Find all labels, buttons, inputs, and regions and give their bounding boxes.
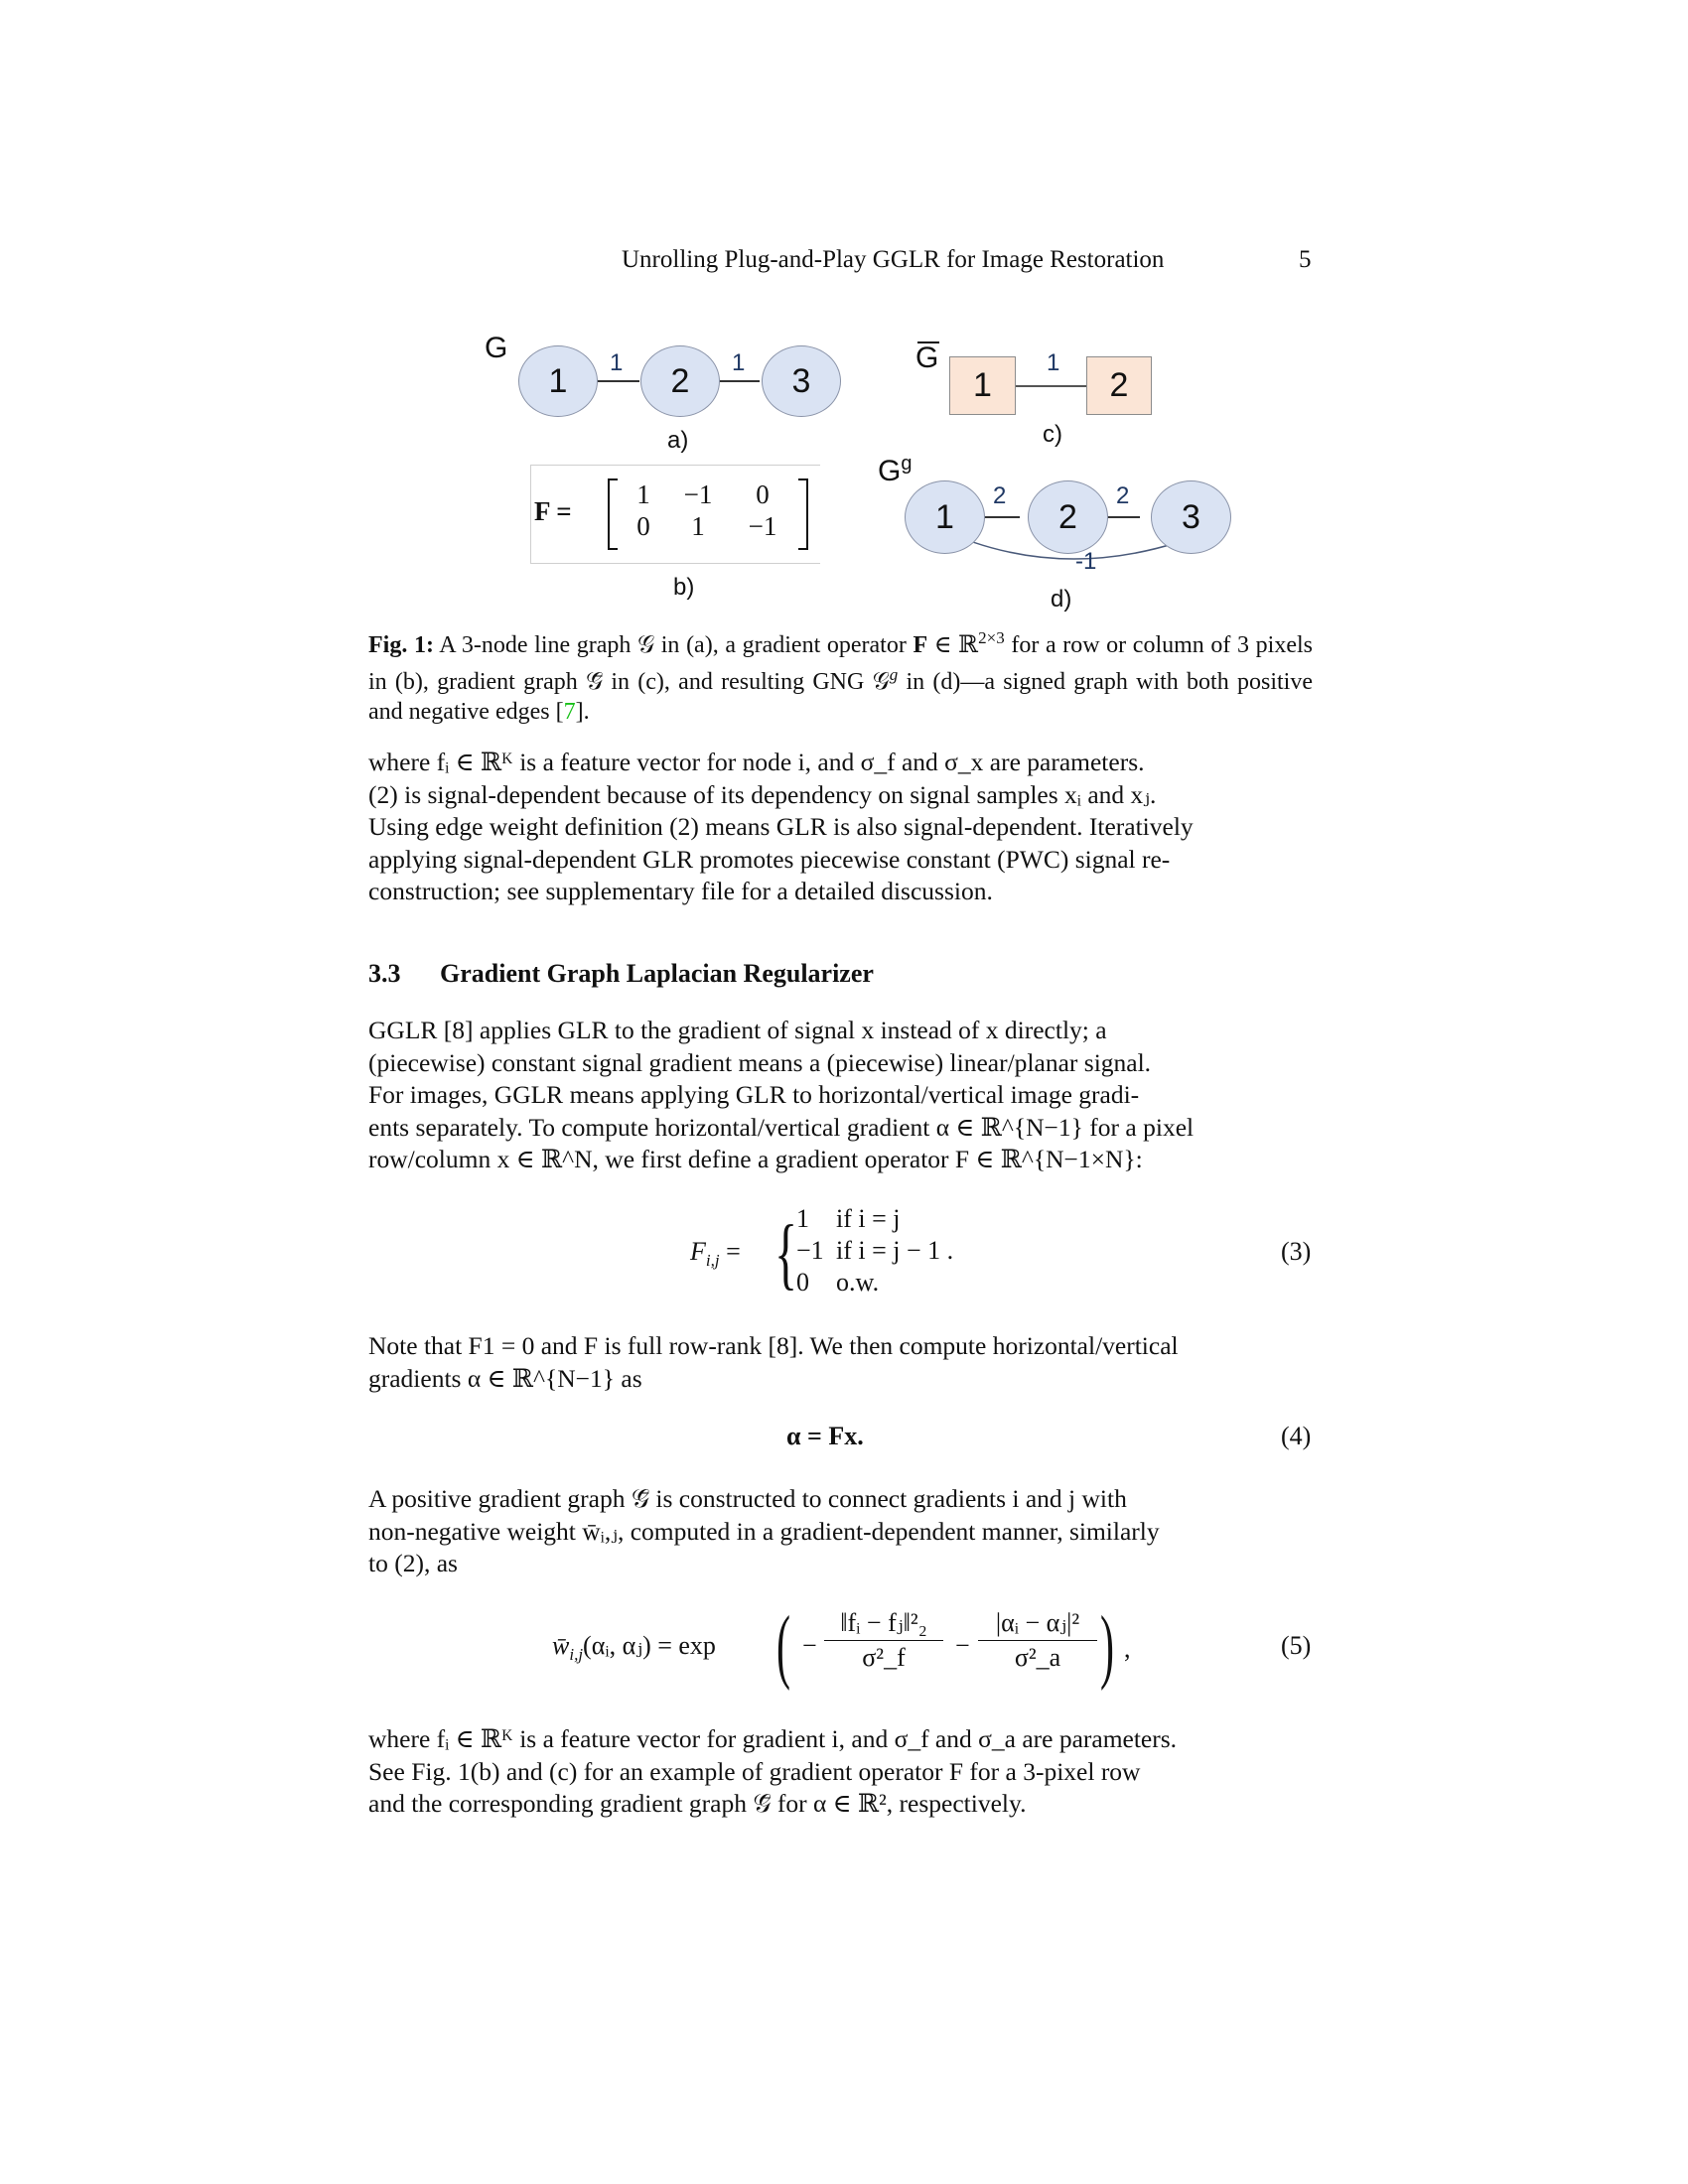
sublabel-c: c) [1043,421,1062,448]
eq4-expr: α = Fx. [786,1422,864,1450]
node-2: 2 [640,345,720,417]
text-line: Note that F1 = 0 and F is full row-rank [8]. We then compute horizontal/vertical [368,1331,1179,1360]
case-cond: if i = j [836,1204,901,1233]
matrix-cell: 0 [636,511,650,541]
matrix-lhs [534,496,572,527]
caption-sup: 2×3 [978,628,1005,647]
edge-weight: 1 [610,349,624,376]
paragraph-5 [368,1723,1313,1821]
eq5-rparen: ) [1100,1599,1114,1692]
eq5-lhs [552,1631,716,1665]
edge-1-2 [593,380,639,382]
node-3: 3 [762,345,841,417]
sublabel-a: a) [667,427,689,454]
text-line: non-negative weight w̄ᵢ,ⱼ, computed in a gradient-dependent manner, similarly [368,1516,1160,1546]
text-line: GGLR [8] applies GLR to the gradient of signal x instead of x directly; a [368,1016,1107,1044]
caption-text: ]. [575,699,590,725]
gradient-node-1: 1 [949,356,1016,415]
eq5-number: (5) [1281,1631,1312,1660]
node-1: 1 [518,345,598,417]
edge-weight: 1 [732,349,746,376]
caption-text: in (d)—a signed graph with both positive and negative edges [ [368,669,1313,725]
paragraph-2 [368,1015,1313,1176]
matrix-cell: 0 [756,479,770,509]
eq5-lparen: ( [776,1599,790,1692]
caption-text: F [913,632,928,658]
running-title: Unrolling Plug-and-Play GGLR for Image Restoration [622,246,1165,273]
edge-2-3 [715,380,760,382]
case-value: −1 [796,1236,824,1265]
edge-1-2 [1015,385,1087,387]
case-cond: o.w. [836,1268,880,1297]
eq4-number: (4) [1281,1422,1312,1450]
node-1: 1 [905,480,985,554]
section-title: Gradient Graph Laplacian Regularizer [440,959,874,988]
case-value: 1 [796,1204,809,1233]
eq5-den2: σ²_a [1014,1643,1061,1672]
figure-caption [368,623,1313,727]
matrix-cell: 1 [636,479,650,509]
eq5-minus: − [802,1631,817,1660]
text-line: where fᵢ ∈ ℝᴷ is a feature vector for gradient i, and σ_f and σ_a are parameters. [368,1724,1178,1753]
text-line: Using edge weight definition (2) means GLR is also signal-dependent. Iteratively [368,812,1194,841]
eq5-lhs-args: (αᵢ, αⱼ) = exp [583,1631,716,1660]
eq5-lhs-var: w̄ [552,1631,570,1660]
matrix-cell: −1 [748,511,777,541]
node-2: 2 [1028,480,1108,554]
text-line: and the corresponding gradient graph 𝒢̄ for α ∈ ℝ², respectively. [368,1789,1027,1818]
text-line: A positive gradient graph 𝒢̄ is constructed to connect gradients i and j with [368,1484,1127,1513]
text-line: to (2), as [368,1549,458,1577]
caption-text: for a row or column of 3 pixels in (b), gradient graph 𝒢̄ in (c), and resulting GNG 𝒢 [368,632,1313,695]
case-cond: if i = j − 1 . [836,1236,954,1265]
text-line: applying signal-dependent GLR promotes piecewise constant (PWC) signal re- [368,844,1171,874]
matrix-lhs-text: F = [534,496,572,526]
caption-sup: g [889,665,899,684]
citation-link[interactable]: 7 [563,699,576,725]
eq3-lhs-var: F [690,1237,706,1266]
eq5-num2: |αᵢ − αⱼ|² [978,1606,1097,1641]
eq3-number: (3) [1281,1237,1312,1266]
section-heading [368,959,874,989]
text-line: See Fig. 1(b) and (c) for an example of gradient operator F for a 3-pixel row [368,1756,1141,1786]
eq5-num1: ‖fᵢ − fⱼ‖²₂ [824,1606,943,1641]
paragraph-3 [368,1330,1313,1395]
node-3: 3 [1151,480,1231,554]
eq3-lhs-sub: i,j [705,1251,720,1271]
edge-weight: 2 [1116,482,1130,509]
eq5-den1: σ²_f [862,1643,906,1672]
edge-weight: 2 [993,482,1007,509]
eq5-frac1 [824,1606,943,1675]
matrix-body [624,478,792,542]
sublabel-d: d) [1051,586,1072,613]
caption-text: ∈ ℝ [927,632,979,658]
eq3-cases [796,1203,953,1298]
eq5-minus: − [955,1631,970,1660]
gg-base: G [878,455,902,487]
matrix-cell: −1 [683,479,713,509]
text-line: For images, GGLR means applying GLR to horizontal/vertical image gradi- [368,1080,1140,1109]
page-number: 5 [1299,246,1312,273]
text-line: (2) is signal-dependent because of its dependency on signal samples xᵢ and xⱼ. [368,779,1157,809]
text-line: (piecewise) constant signal gradient means a (piecewise) linear/planar signal. [368,1047,1152,1077]
eq5-comma: , [1124,1634,1131,1663]
eq3-brace: { [774,1210,798,1297]
text-line: ents separately. To compute horizontal/vertical gradient α ∈ ℝ^{N−1} for a pixel [368,1112,1195,1142]
paragraph-1 [368,747,1313,908]
caption-text: A 3-node line graph 𝒢 in (a), a gradient operator [433,632,914,658]
graph-label-g: G [485,332,508,364]
matrix-cell: 1 [691,511,705,541]
text-line: where fᵢ ∈ ℝᴷ is a feature vector for node i, and σ_f and σ_x are parameters. [368,748,1145,776]
eq5-lhs-sub: i,j [569,1645,584,1665]
gradient-node-2: 2 [1086,356,1152,415]
paragraph-4 [368,1483,1313,1580]
graph-label-gg [878,453,912,488]
caption-label: Fig. 1: [368,632,434,658]
gg-sup: g [901,453,913,475]
text-line: gradients α ∈ ℝ^{N−1} as [368,1363,642,1393]
sublabel-b: b) [673,574,695,601]
negative-edge-weight: -1 [1075,548,1097,575]
eq3-lhs: $F_{i,j}$ = [690,1237,741,1271]
case-value: 0 [796,1268,809,1297]
graph-label-gbar: G [915,341,939,374]
text-line: construction; see supplementary file for a detailed discussion. [368,877,993,905]
edge-weight: 1 [1047,349,1060,376]
text-line: row/column x ∈ ℝ^N, we first define a gradient operator F ∈ ℝ^{N−1×N}: [368,1145,1143,1173]
right-bracket [798,478,808,550]
left-bracket [608,478,618,550]
eq5-frac2 [978,1606,1097,1675]
section-number: 3.3 [368,959,401,988]
